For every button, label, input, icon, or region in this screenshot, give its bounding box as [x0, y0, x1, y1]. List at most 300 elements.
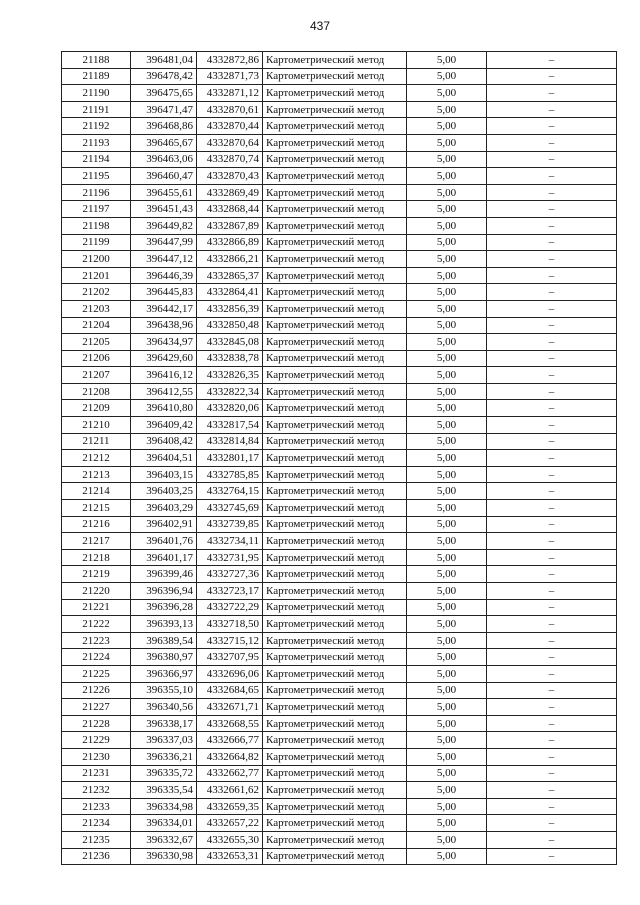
error-cell: 5,00 [407, 466, 487, 483]
method-cell: Картометрический метод [263, 251, 407, 268]
point-number-cell: 21214 [62, 483, 131, 500]
description-cell: – [487, 500, 617, 517]
y-coordinate-cell: 4332745,69 [197, 500, 263, 517]
y-coordinate-cell: 4332867,89 [197, 217, 263, 234]
table-row [62, 68, 617, 85]
method-cell: Картометрический метод [263, 782, 407, 799]
table-row [62, 284, 617, 301]
description-cell: – [487, 317, 617, 334]
table-row [62, 168, 617, 185]
point-number-cell: 21197 [62, 201, 131, 218]
point-number-cell: 21204 [62, 317, 131, 334]
description-cell: – [487, 118, 617, 135]
y-coordinate-cell: 4332659,35 [197, 798, 263, 815]
x-coordinate-cell: 396334,01 [131, 815, 197, 832]
error-cell: 5,00 [407, 782, 487, 799]
point-number-cell: 21225 [62, 665, 131, 682]
y-coordinate-cell: 4332865,37 [197, 267, 263, 284]
method-cell: Картометрический метод [263, 201, 407, 218]
description-cell: – [487, 251, 617, 268]
error-cell: 5,00 [407, 483, 487, 500]
point-number-cell: 21213 [62, 466, 131, 483]
y-coordinate-cell: 4332785,85 [197, 466, 263, 483]
y-coordinate-cell: 4332870,61 [197, 101, 263, 118]
error-cell: 5,00 [407, 234, 487, 251]
method-cell: Картометрический метод [263, 616, 407, 633]
table-row [62, 782, 617, 799]
method-cell: Картометрический метод [263, 267, 407, 284]
x-coordinate-cell: 396471,47 [131, 101, 197, 118]
x-coordinate-cell: 396409,42 [131, 417, 197, 434]
error-cell: 5,00 [407, 566, 487, 583]
table-row [62, 334, 617, 351]
error-cell: 5,00 [407, 665, 487, 682]
error-cell: 5,00 [407, 251, 487, 268]
method-cell: Картометрический метод [263, 284, 407, 301]
point-number-cell: 21208 [62, 383, 131, 400]
y-coordinate-cell: 4332864,41 [197, 284, 263, 301]
x-coordinate-cell: 396402,91 [131, 516, 197, 533]
y-coordinate-cell: 4332801,17 [197, 450, 263, 467]
x-coordinate-cell: 396336,21 [131, 748, 197, 765]
point-number-cell: 21219 [62, 566, 131, 583]
x-coordinate-cell: 396338,17 [131, 715, 197, 732]
description-cell: – [487, 400, 617, 417]
table-row [62, 848, 617, 865]
method-cell: Картометрический метод [263, 649, 407, 666]
table-row [62, 765, 617, 782]
point-number-cell: 21220 [62, 583, 131, 600]
point-number-cell: 21212 [62, 450, 131, 467]
error-cell: 5,00 [407, 732, 487, 749]
error-cell: 5,00 [407, 417, 487, 434]
description-cell: – [487, 350, 617, 367]
method-cell: Картометрический метод [263, 168, 407, 185]
x-coordinate-cell: 396403,29 [131, 500, 197, 517]
point-number-cell: 21199 [62, 234, 131, 251]
method-cell: Картометрический метод [263, 566, 407, 583]
y-coordinate-cell: 4332870,74 [197, 151, 263, 168]
table-row [62, 599, 617, 616]
description-cell: – [487, 466, 617, 483]
point-number-cell: 21210 [62, 417, 131, 434]
description-cell: – [487, 566, 617, 583]
point-number-cell: 21230 [62, 748, 131, 765]
error-cell: 5,00 [407, 134, 487, 151]
table-row [62, 500, 617, 517]
x-coordinate-cell: 396442,17 [131, 300, 197, 317]
y-coordinate-cell: 4332666,77 [197, 732, 263, 749]
description-cell: – [487, 450, 617, 467]
table-row [62, 85, 617, 102]
description-cell: – [487, 334, 617, 351]
x-coordinate-cell: 396463,06 [131, 151, 197, 168]
method-cell: Картометрический метод [263, 52, 407, 69]
page-number: 437 [309, 19, 331, 33]
error-cell: 5,00 [407, 184, 487, 201]
description-cell: – [487, 649, 617, 666]
point-number-cell: 21192 [62, 118, 131, 135]
x-coordinate-cell: 396475,65 [131, 85, 197, 102]
error-cell: 5,00 [407, 383, 487, 400]
error-cell: 5,00 [407, 649, 487, 666]
y-coordinate-cell: 4332734,11 [197, 533, 263, 550]
point-number-cell: 21206 [62, 350, 131, 367]
method-cell: Картометрический метод [263, 85, 407, 102]
x-coordinate-cell: 396393,13 [131, 616, 197, 633]
y-coordinate-cell: 4332850,48 [197, 317, 263, 334]
method-cell: Картометрический метод [263, 765, 407, 782]
table-row [62, 682, 617, 699]
table-row [62, 549, 617, 566]
x-coordinate-cell: 396401,17 [131, 549, 197, 566]
table-row [62, 450, 617, 467]
error-cell: 5,00 [407, 599, 487, 616]
y-coordinate-cell: 4332727,36 [197, 566, 263, 583]
x-coordinate-cell: 396389,54 [131, 632, 197, 649]
error-cell: 5,00 [407, 267, 487, 284]
y-coordinate-cell: 4332871,12 [197, 85, 263, 102]
error-cell: 5,00 [407, 284, 487, 301]
point-number-cell: 21228 [62, 715, 131, 732]
table-row [62, 433, 617, 450]
point-number-cell: 21233 [62, 798, 131, 815]
table-row [62, 317, 617, 334]
x-coordinate-cell: 396366,97 [131, 665, 197, 682]
table-row [62, 516, 617, 533]
table-row [62, 134, 617, 151]
y-coordinate-cell: 4332662,77 [197, 765, 263, 782]
error-cell: 5,00 [407, 815, 487, 832]
table-row [62, 831, 617, 848]
description-cell: – [487, 616, 617, 633]
method-cell: Картометрический метод [263, 583, 407, 600]
point-number-cell: 21223 [62, 632, 131, 649]
description-cell: – [487, 367, 617, 384]
method-cell: Картометрический метод [263, 699, 407, 716]
method-cell: Картометрический метод [263, 798, 407, 815]
table-row [62, 184, 617, 201]
y-coordinate-cell: 4332723,17 [197, 583, 263, 600]
table-row [62, 251, 617, 268]
error-cell: 5,00 [407, 715, 487, 732]
y-coordinate-cell: 4332870,43 [197, 168, 263, 185]
table-row [62, 52, 617, 69]
table-row [62, 483, 617, 500]
x-coordinate-cell: 396434,97 [131, 334, 197, 351]
method-cell: Картометрический метод [263, 682, 407, 699]
method-cell: Картометрический метод [263, 68, 407, 85]
error-cell: 5,00 [407, 699, 487, 716]
description-cell: – [487, 732, 617, 749]
table-row [62, 566, 617, 583]
y-coordinate-cell: 4332722,29 [197, 599, 263, 616]
point-number-cell: 21229 [62, 732, 131, 749]
point-number-cell: 21227 [62, 699, 131, 716]
error-cell: 5,00 [407, 118, 487, 135]
method-cell: Картометрический метод [263, 234, 407, 251]
y-coordinate-cell: 4332764,15 [197, 483, 263, 500]
table-row [62, 665, 617, 682]
coordinates-table [61, 51, 617, 865]
error-cell: 5,00 [407, 151, 487, 168]
table-row [62, 798, 617, 815]
point-number-cell: 21209 [62, 400, 131, 417]
error-cell: 5,00 [407, 334, 487, 351]
table-row [62, 417, 617, 434]
y-coordinate-cell: 4332870,64 [197, 134, 263, 151]
point-number-cell: 21196 [62, 184, 131, 201]
y-coordinate-cell: 4332866,89 [197, 234, 263, 251]
x-coordinate-cell: 396416,12 [131, 367, 197, 384]
description-cell: – [487, 765, 617, 782]
method-cell: Картометрический метод [263, 483, 407, 500]
table-row [62, 616, 617, 633]
description-cell: – [487, 151, 617, 168]
point-number-cell: 21194 [62, 151, 131, 168]
point-number-cell: 21191 [62, 101, 131, 118]
x-coordinate-cell: 396460,47 [131, 168, 197, 185]
x-coordinate-cell: 396481,04 [131, 52, 197, 69]
method-cell: Картометрический метод [263, 184, 407, 201]
x-coordinate-cell: 396438,96 [131, 317, 197, 334]
method-cell: Картометрический метод [263, 466, 407, 483]
description-cell: – [487, 549, 617, 566]
description-cell: – [487, 782, 617, 799]
error-cell: 5,00 [407, 101, 487, 118]
table-row [62, 533, 617, 550]
y-coordinate-cell: 4332820,06 [197, 400, 263, 417]
method-cell: Картометрический метод [263, 317, 407, 334]
y-coordinate-cell: 4332684,65 [197, 682, 263, 699]
point-number-cell: 21203 [62, 300, 131, 317]
x-coordinate-cell: 396403,25 [131, 483, 197, 500]
point-number-cell: 21211 [62, 433, 131, 450]
table-row [62, 583, 617, 600]
error-cell: 5,00 [407, 632, 487, 649]
description-cell: – [487, 665, 617, 682]
y-coordinate-cell: 4332856,39 [197, 300, 263, 317]
x-coordinate-cell: 396403,15 [131, 466, 197, 483]
table-row [62, 350, 617, 367]
description-cell: – [487, 815, 617, 832]
point-number-cell: 21188 [62, 52, 131, 69]
x-coordinate-cell: 396429,60 [131, 350, 197, 367]
table-row [62, 732, 617, 749]
point-number-cell: 21202 [62, 284, 131, 301]
description-cell: – [487, 483, 617, 500]
x-coordinate-cell: 396396,28 [131, 599, 197, 616]
point-number-cell: 21224 [62, 649, 131, 666]
description-cell: – [487, 68, 617, 85]
x-coordinate-cell: 396465,67 [131, 134, 197, 151]
error-cell: 5,00 [407, 549, 487, 566]
error-cell: 5,00 [407, 831, 487, 848]
error-cell: 5,00 [407, 748, 487, 765]
method-cell: Картометрический метод [263, 151, 407, 168]
y-coordinate-cell: 4332657,22 [197, 815, 263, 832]
description-cell: – [487, 52, 617, 69]
table-row [62, 118, 617, 135]
table-row [62, 267, 617, 284]
y-coordinate-cell: 4332671,71 [197, 699, 263, 716]
method-cell: Картометрический метод [263, 732, 407, 749]
description-cell: – [487, 632, 617, 649]
x-coordinate-cell: 396447,12 [131, 251, 197, 268]
method-cell: Картометрический метод [263, 533, 407, 550]
point-number-cell: 21193 [62, 134, 131, 151]
method-cell: Картометрический метод [263, 134, 407, 151]
y-coordinate-cell: 4332739,85 [197, 516, 263, 533]
y-coordinate-cell: 4332845,08 [197, 334, 263, 351]
method-cell: Картометрический метод [263, 118, 407, 135]
description-cell: – [487, 798, 617, 815]
method-cell: Картометрический метод [263, 815, 407, 832]
method-cell: Картометрический метод [263, 831, 407, 848]
y-coordinate-cell: 4332866,21 [197, 251, 263, 268]
error-cell: 5,00 [407, 317, 487, 334]
error-cell: 5,00 [407, 798, 487, 815]
description-cell: – [487, 433, 617, 450]
table-row [62, 400, 617, 417]
error-cell: 5,00 [407, 533, 487, 550]
x-coordinate-cell: 396410,80 [131, 400, 197, 417]
method-cell: Картометрический метод [263, 632, 407, 649]
y-coordinate-cell: 4332814,84 [197, 433, 263, 450]
x-coordinate-cell: 396401,76 [131, 533, 197, 550]
description-cell: – [487, 184, 617, 201]
x-coordinate-cell: 396330,98 [131, 848, 197, 865]
table-row [62, 466, 617, 483]
method-cell: Картометрический метод [263, 748, 407, 765]
table-row [62, 101, 617, 118]
error-cell: 5,00 [407, 500, 487, 517]
table-row [62, 815, 617, 832]
x-coordinate-cell: 396445,83 [131, 284, 197, 301]
description-cell: – [487, 533, 617, 550]
method-cell: Картометрический метод [263, 500, 407, 517]
description-cell: – [487, 715, 617, 732]
table-row [62, 383, 617, 400]
point-number-cell: 21195 [62, 168, 131, 185]
x-coordinate-cell: 396451,43 [131, 201, 197, 218]
method-cell: Картометрический метод [263, 665, 407, 682]
description-cell: – [487, 267, 617, 284]
x-coordinate-cell: 396355,10 [131, 682, 197, 699]
x-coordinate-cell: 396334,98 [131, 798, 197, 815]
error-cell: 5,00 [407, 300, 487, 317]
description-cell: – [487, 417, 617, 434]
description-cell: – [487, 134, 617, 151]
y-coordinate-cell: 4332707,95 [197, 649, 263, 666]
point-number-cell: 21215 [62, 500, 131, 517]
y-coordinate-cell: 4332826,35 [197, 367, 263, 384]
y-coordinate-cell: 4332868,44 [197, 201, 263, 218]
table-row [62, 201, 617, 218]
description-cell: – [487, 583, 617, 600]
x-coordinate-cell: 396468,86 [131, 118, 197, 135]
description-cell: – [487, 101, 617, 118]
x-coordinate-cell: 396412,55 [131, 383, 197, 400]
x-coordinate-cell: 396447,99 [131, 234, 197, 251]
y-coordinate-cell: 4332664,82 [197, 748, 263, 765]
x-coordinate-cell: 396332,67 [131, 831, 197, 848]
method-cell: Картометрический метод [263, 450, 407, 467]
x-coordinate-cell: 396340,56 [131, 699, 197, 716]
point-number-cell: 21218 [62, 549, 131, 566]
table-row [62, 151, 617, 168]
table-row [62, 649, 617, 666]
error-cell: 5,00 [407, 367, 487, 384]
x-coordinate-cell: 396478,42 [131, 68, 197, 85]
description-cell: – [487, 168, 617, 185]
description-cell: – [487, 831, 617, 848]
point-number-cell: 21221 [62, 599, 131, 616]
point-number-cell: 21189 [62, 68, 131, 85]
table-row [62, 234, 617, 251]
method-cell: Картометрический метод [263, 350, 407, 367]
method-cell: Картометрический метод [263, 516, 407, 533]
description-cell: – [487, 848, 617, 865]
table-row [62, 632, 617, 649]
point-number-cell: 21232 [62, 782, 131, 799]
y-coordinate-cell: 4332870,44 [197, 118, 263, 135]
table-row [62, 367, 617, 384]
point-number-cell: 21200 [62, 251, 131, 268]
y-coordinate-cell: 4332653,31 [197, 848, 263, 865]
error-cell: 5,00 [407, 68, 487, 85]
error-cell: 5,00 [407, 616, 487, 633]
description-cell: – [487, 516, 617, 533]
x-coordinate-cell: 396404,51 [131, 450, 197, 467]
point-number-cell: 21207 [62, 367, 131, 384]
x-coordinate-cell: 396335,72 [131, 765, 197, 782]
y-coordinate-cell: 4332731,95 [197, 549, 263, 566]
x-coordinate-cell: 396396,94 [131, 583, 197, 600]
error-cell: 5,00 [407, 583, 487, 600]
y-coordinate-cell: 4332869,49 [197, 184, 263, 201]
point-number-cell: 21201 [62, 267, 131, 284]
y-coordinate-cell: 4332822,34 [197, 383, 263, 400]
error-cell: 5,00 [407, 85, 487, 102]
point-number-cell: 21217 [62, 533, 131, 550]
error-cell: 5,00 [407, 433, 487, 450]
y-coordinate-cell: 4332871,73 [197, 68, 263, 85]
error-cell: 5,00 [407, 350, 487, 367]
table-row [62, 715, 617, 732]
method-cell: Картометрический метод [263, 417, 407, 434]
error-cell: 5,00 [407, 682, 487, 699]
method-cell: Картометрический метод [263, 715, 407, 732]
method-cell: Картометрический метод [263, 599, 407, 616]
error-cell: 5,00 [407, 52, 487, 69]
table-row [62, 699, 617, 716]
error-cell: 5,00 [407, 201, 487, 218]
description-cell: – [487, 748, 617, 765]
y-coordinate-cell: 4332696,06 [197, 665, 263, 682]
x-coordinate-cell: 396335,54 [131, 782, 197, 799]
point-number-cell: 21235 [62, 831, 131, 848]
x-coordinate-cell: 396408,42 [131, 433, 197, 450]
y-coordinate-cell: 4332668,55 [197, 715, 263, 732]
point-number-cell: 21205 [62, 334, 131, 351]
y-coordinate-cell: 4332872,86 [197, 52, 263, 69]
description-cell: – [487, 599, 617, 616]
point-number-cell: 21198 [62, 217, 131, 234]
y-coordinate-cell: 4332715,12 [197, 632, 263, 649]
point-number-cell: 21190 [62, 85, 131, 102]
method-cell: Картометрический метод [263, 367, 407, 384]
